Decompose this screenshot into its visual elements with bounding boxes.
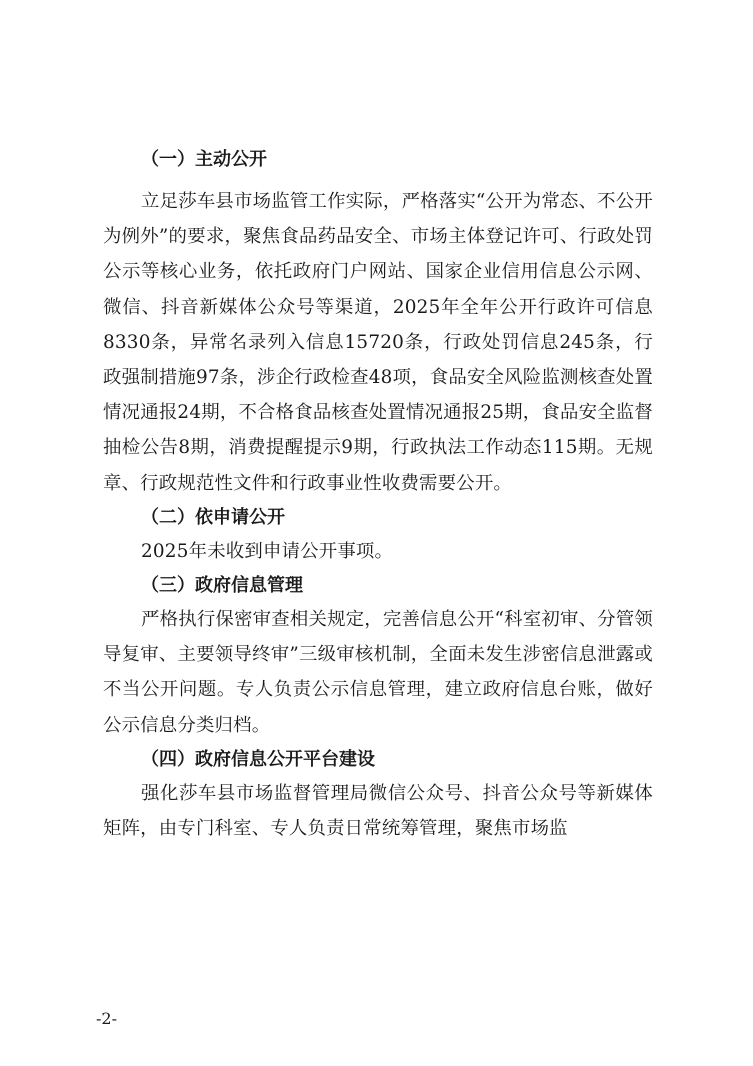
section-paragraph-info-management: 严格执行保密审查相关规定，完善信息公开“科室初审、分管领导复审、主要领导终审”三级审核机制，全面未发生涉密信息泄露或不当公开问题。专人负责公示信息管理，建立政府信息台账，做好公示信息分类归档。 bbox=[103, 609, 653, 736]
section-paragraph-active-disclosure: 立足莎车县市场监管工作实际，严格落实“公开为常态、不公开为例外”的要求，聚焦食品药品安全、市场主体登记许可、行政处罚公示等核心业务，依托政府门户网站、国家企业信用信息公示网、微信、抖音新媒体公众号等渠道，2025年全年公开行政许可信息8330条，异常名录列入信息15720条，行政处罚信息245条，行政强制措施97条，涉企行政检查48项，食品安全风险监测核查处置情况通报24期，不合格食品核查处置情况通报25期，食品安全监督抽检公告8期，消费提醒提示9期，行政执法工作动态115期。无规章、行政规范性文件和行政事业性收费需要公开。 bbox=[103, 191, 653, 494]
section-heading-request-disclosure: （二）依申请公开 bbox=[141, 506, 285, 528]
document-body bbox=[103, 143, 653, 846]
section-heading-platform-building: （四）政府信息公开平台建设 bbox=[141, 748, 375, 770]
section-heading-active-disclosure: （一）主动公开 bbox=[141, 149, 267, 170]
page-number: -2- bbox=[96, 1009, 117, 1028]
section-paragraph-platform-building: 强化莎车县市场监督管理局微信公众号、抖音公众号等新媒体矩阵，由专门科室、专人负责日常统筹管理，聚焦市场监 bbox=[103, 782, 653, 840]
section-paragraph-request-disclosure: 2025年未收到申请公开事项。 bbox=[141, 540, 394, 562]
section-heading-info-management: （三）政府信息管理 bbox=[141, 575, 303, 597]
